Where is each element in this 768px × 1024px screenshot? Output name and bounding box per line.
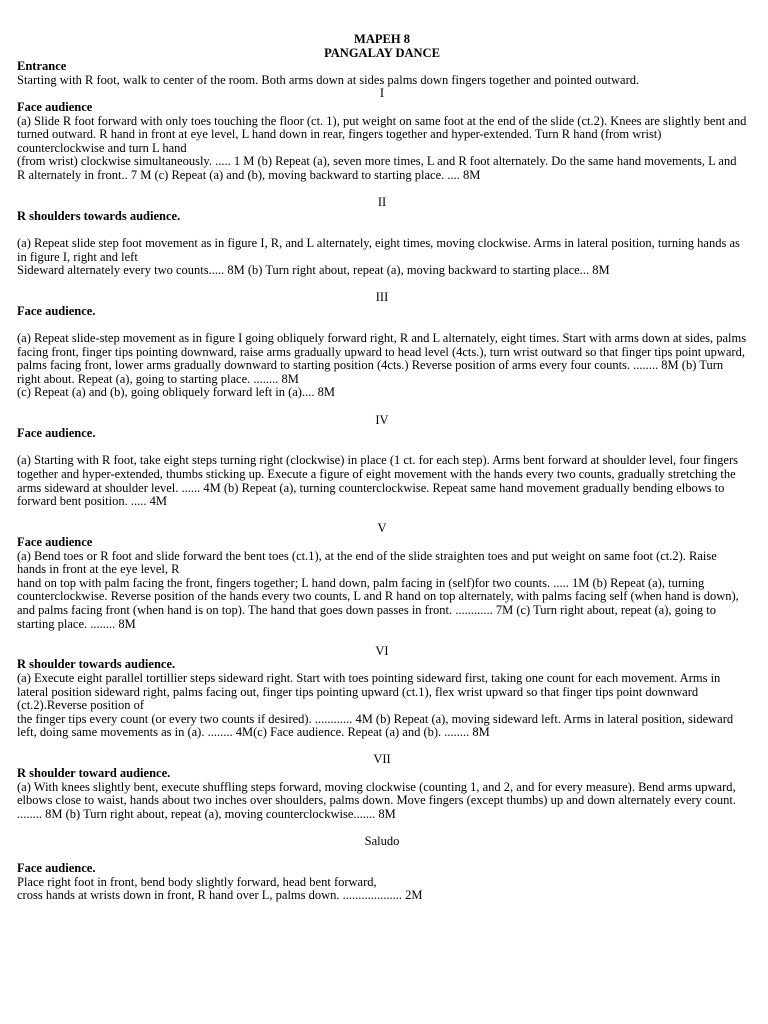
section-text: the finger tips every count (or every two counts if desired). ............ 4M (b) Repeat (a), moving sideward left. Arms in lateral position, sideward left, doing same movements as in (a). ........ 4M(c) Face audience. Repeat (a) and (b). ........ 8M — [17, 711, 734, 740]
section-text: Starting with R foot, walk to center of the room. Both arms down at sides palms down fingers together and pointed outward. — [17, 72, 640, 87]
section-text: (a) Repeat slide-step movement as in figure I going obliquely forward right, R and L alternately, eight times. Start with arms down at sides, palms facing front, finger tips pointing downward, raise arms gradually upward to head level (4cts.), turn wrist outward so that finger tips point upward, palms facing front, lower arms gradually downward to starting position (4cts.) Reverse position of arms every four counts. ........ 8M (b) Turn right about. Repeat (a), going to starting place. ........ 8M — [17, 331, 747, 386]
section-figure-2 — [17, 196, 747, 278]
section-text: (c) Repeat (a) and (b), going obliquely forward left in (a).... 8M — [17, 385, 335, 400]
section-text: (a) Slide R foot forward with only toes touching the floor (ct. 1), put weight on same foot at the end of the slide (ct.2). Knees are slightly bent and turned outward. R hand in front at eye level, L hand down in rear, fingers together and hyper-extended. Turn R hand (from wrist) counterclockwise and turn L hand — [17, 113, 747, 155]
section-text: (a) Starting with R foot, take eight steps turning right (clockwise) in place (1 ct. for each step). Arms bent forward at shoulder level, four fingers together and hyper-extended, thumbs sticking up. Execute a figure of eight movement with the hands every two counts, gradually stretching the arms sideward at shoulder level. ...... 4M (b) Repeat (a), turning counterclockwise. Repeat same hand movement gradually bending elbows to forward bent position. ..... 4M — [17, 453, 738, 509]
section-text: (a) Execute eight parallel tortillier steps sideward right. Start with toes pointing sideward first, taking one count for each movement. Arms in lateral position sideward right, palms facing out, finger tips pointing upward (ct.1), flex wrist upward so that finger tips point downward (ct.2).Reverse position of — [17, 670, 721, 713]
section-text: (from wrist) clockwise simultaneously. ..... 1 M (b) Repeat (a), seven more times, L and R foot alternately. Do the same hand movements, L and R alternately in front.. 7 M (c) Repeat (a) and (b), moving backward to starting place. .... 8M — [17, 154, 737, 182]
section-heading: R shoulders towards audience. — [17, 208, 181, 223]
document-page — [17, 33, 747, 903]
figure-numeral: II — [377, 195, 387, 210]
section-figure-6 — [17, 645, 747, 740]
section-figure-5 — [17, 522, 747, 631]
section-heading: R shoulder towards audience. — [17, 657, 176, 672]
figure-numeral: V — [377, 521, 387, 536]
figure-numeral: IV — [375, 412, 389, 427]
section-heading: R shoulder toward audience. — [17, 766, 171, 781]
document-subtitle: PANGALAY DANCE — [324, 45, 440, 60]
figure-numeral: I — [379, 86, 385, 101]
section-text: hand on top with palm facing the front, fingers together; L hand down, palm facing in (self)for two counts. ..... 1M (b) Repeat (a), turning counterclockwise. Reverse position of the hands every two counts, L and R hand on top alternately, with palms facing self (when hand is down), and palms facing front (when hand is on top). The hand that goes down passes in front. ............ 7M (c) Turn right about, repeat (a), going to starting place. ........ 8M — [17, 575, 739, 631]
figure-numeral: III — [375, 290, 389, 305]
section-heading: Face audience — [17, 99, 93, 114]
section-text: Sideward alternately every two counts..... 8M (b) Turn right about, repeat (a), moving backward to starting place... 8M — [17, 263, 610, 278]
section-text: (a) Bend toes or R foot and slide forward the bent toes (ct.1), at the end of the slide straighten toes and put weight on same foot (ct.2). Raise hands in front at the eye level, R — [17, 548, 717, 577]
section-text: Place right foot in front, bend body slightly forward, head bent forward, — [17, 874, 377, 889]
section-figure-4 — [17, 414, 747, 509]
section-figure-7 — [17, 753, 747, 821]
section-text: (a) Repeat slide step foot movement as in figure I, R, and L alternately, eight times, moving clockwise. Arms in lateral position, turning hands as in figure I, right and left — [17, 235, 740, 264]
section-saludo — [17, 835, 747, 903]
figure-numeral: VII — [373, 752, 391, 767]
section-heading: Face audience — [17, 534, 93, 549]
section-figure-3 — [17, 291, 747, 400]
section-text: (a) With knees slightly bent, execute shuffling steps forward, moving clockwise (counting 1, and 2, and for every measure). Bend arms upward, elbows close to waist, hands about two inches over shoulders, palms down. Move fingers (except thumbs) up and down alternately every count. ........ 8M (b) Turn right about, repeat (a), moving counterclockwise....... 8M — [17, 779, 736, 821]
saludo-title: Saludo — [364, 834, 400, 849]
section-heading: Entrance — [17, 59, 67, 74]
section-heading: Face audience. — [17, 426, 96, 441]
section-text: cross hands at wrists down in front, R hand over L, palms down. ................... 2M — [17, 888, 423, 903]
section-entrance — [17, 60, 747, 87]
document-title: MAPEH 8 — [354, 32, 410, 46]
section-heading: Face audience. — [17, 861, 96, 876]
figure-numeral: VI — [375, 643, 389, 658]
section-figure-1 — [17, 87, 747, 182]
section-heading: Face audience. — [17, 303, 96, 318]
